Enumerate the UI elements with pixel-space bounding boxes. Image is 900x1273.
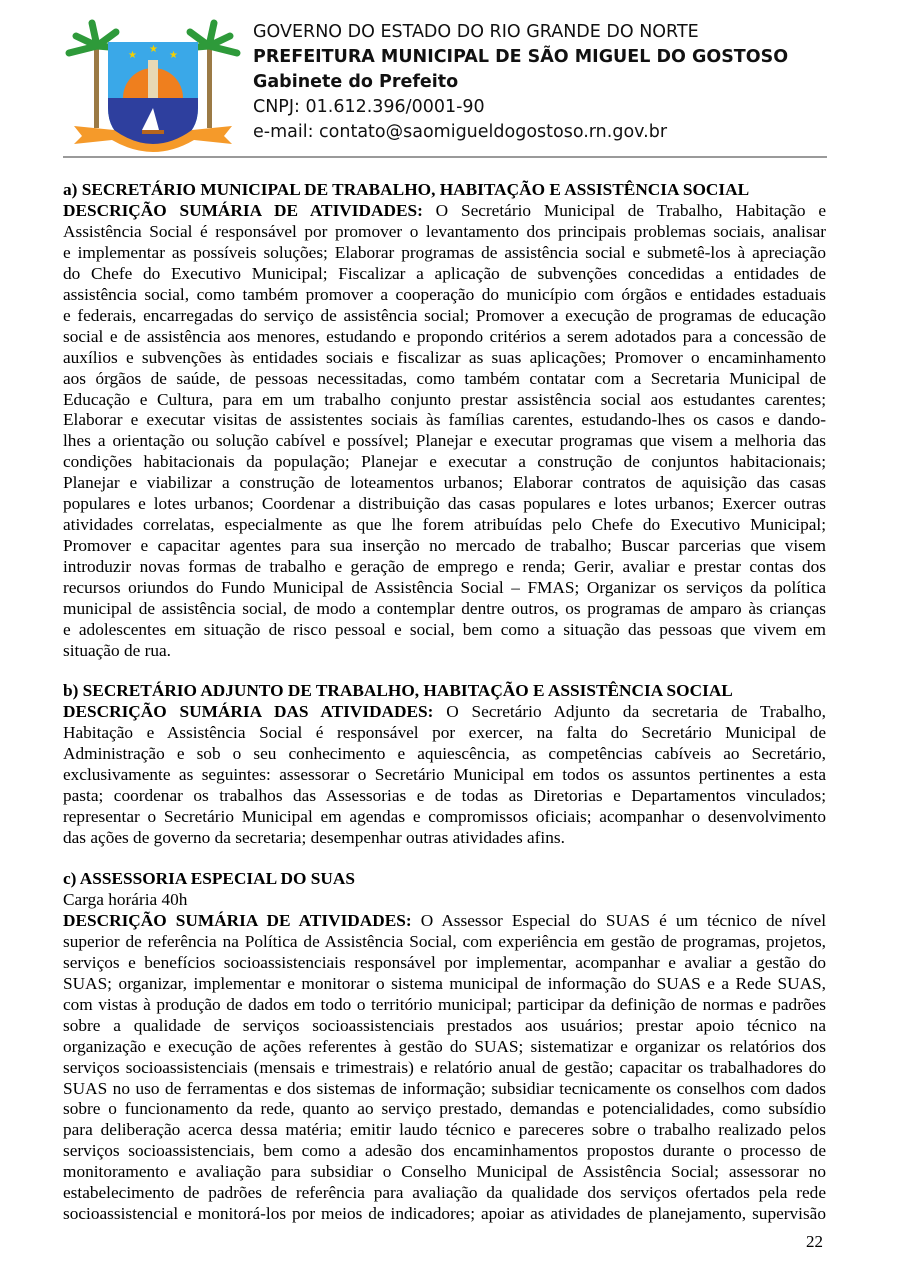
section-heading: a) SECRETÁRIO MUNICIPAL DE TRABALHO, HABITAÇÃO E ASSISTÊNCIA SOCIAL (63, 180, 750, 199)
paragraph-line: sobre o funcionamento da rede, quanto ao serviço prestado, demandas e potencialidades, como subsídio (63, 1099, 826, 1119)
paragraph-line: SUAS no uso de ferramentas e dos sistemas de informação; subsidiar tecnicamente os conselhos com dados (63, 1078, 826, 1098)
paragraph-line: e adolescentes em situação de risco pessoal e social, bem como a situação das pessoas que vivem em (63, 620, 826, 640)
paragraph-line: social e de assistência aos menores, estudando e propondo critérios a serem adotados para a concessão de (63, 326, 826, 346)
paragraph-line: sobre a qualidade de serviços socioassistenciais prestados aos usuários; prestar apoio técnico na (63, 1015, 826, 1035)
workload: Carga horária 40h (63, 889, 188, 909)
state-government: GOVERNO DO ESTADO DO RIO GRANDE DO NORTE (253, 22, 699, 42)
paragraph-line: municipal de assistência social, de modo a contemplar dentre outros, os programas de amparo às crianças (63, 599, 826, 619)
paragraph-line: pasta; coordenar os trabalhos das Assessorias e de todas as Diretorias e Departamentos vinculados; (63, 785, 826, 805)
svg-text:★: ★ (149, 44, 158, 55)
section-heading: c) ASSESSORIA ESPECIAL DO SUAS (63, 869, 355, 888)
paragraph-line: socioassistencial e monitorá-los por meios de indicadores; apoiar as atividades de planejamento, supervisão (63, 1204, 826, 1224)
paragraph-line: situação de rua. (63, 640, 171, 660)
paragraph-line: lhes a orientação ou solução cabível e possível; Planejar e executar programas que visem a melhoria das (63, 431, 826, 451)
paragraph-line: estabelecimento de padrões de referência para avaliação da qualidade dos serviços ofertados pela rede (63, 1183, 826, 1203)
paragraph-line: serviços socioassistenciais (mensais e trimestrais) e relatório anual de gestão; capacitar os trabalhadores do (63, 1057, 826, 1077)
paragraph-line (63, 911, 826, 932)
paragraph-line: Educação e Cultura, para em um trabalho conjunto prestar assistência social aos estudantes carentes; (63, 389, 826, 409)
paragraph-line (63, 702, 826, 723)
section-c (63, 869, 826, 1225)
header-divider (63, 156, 827, 158)
paragraph-line: Elaborar e executar visitas de assistentes sociais às famílias carentes, estudando-lhes os casos e dando- (63, 410, 826, 430)
paragraph-line: das ações de governo da secretaria; desempenhar outras atividades afins. (63, 827, 565, 847)
paragraph-line: atividades correlatas, especialmente as que lhe forem atribuídas pelo Chefe do Executivo Municipal; (63, 515, 826, 535)
email: e-mail: contato@saomigueldogostoso.rn.gov.br (253, 122, 668, 142)
paragraph-line: condições habitacionais da população; Planejar e executar a construção de conjuntos habitacionais; (63, 452, 826, 472)
paragraph-line: do Chefe do Executivo Municipal; Fiscalizar a aplicação de subvenções concedidas a entidades de (63, 263, 826, 283)
paragraph-line (63, 201, 826, 222)
paragraph-line: populares e lotes urbanos; Coordenar a distribuição das casas populares e lotes urbanos; Exercer outras (63, 494, 826, 514)
page-number: 22 (806, 1232, 823, 1251)
paragraph-line: superior de referência na Política de Assistência Social, com experiência em gestão de programas, projetos, (63, 931, 826, 951)
office-name: Gabinete do Prefeito (253, 72, 459, 92)
paragraph-line: auxílios e subvenções às entidades sociais e fiscalizar as suas aplicações; Promover o encaminhamento (63, 347, 826, 367)
description-label: DESCRIÇÃO SUMÁRIA DAS ATIVIDADES: (63, 701, 434, 721)
section-heading: b) SECRETÁRIO ADJUNTO DE TRABALHO, HABITAÇÃO E ASSISTÊNCIA SOCIAL (63, 681, 733, 700)
paragraph-line: e federais, encarregadas do serviço de assistência social; Promover a execução de programas de educação (63, 305, 826, 325)
municipal-coat-of-arms-logo (64, 18, 242, 158)
paragraph-line: Habitação e Assistência Social é responsável por exercer, na falta do Secretário Municipal de (63, 722, 826, 742)
paragraph-line: serviços e benefícios socioassistenciais responsável por implementar, acompanhar e avaliar a gestão do (63, 952, 826, 972)
paragraph-line: introduzir novas formas de trabalho e geração de emprego e renda; Gerir, avaliar e prestar contas dos (63, 557, 826, 577)
description-label: DESCRIÇÃO SUMÁRIA DE ATIVIDADES: (63, 200, 423, 220)
paragraph-text: O Secretário Adjunto da secretaria de Trabalho, (433, 701, 826, 721)
cnpj: CNPJ: 01.612.396/0001-90 (253, 97, 485, 117)
paragraph-line: e implementar as possíveis soluções; Elaborar programas de assistência social e submetê-los à apreciação (63, 242, 826, 262)
svg-text:★: ★ (169, 50, 178, 61)
paragraph-line: recursos oriundos do Fundo Municipal de Assistência Social – FMAS; Organizar os serviços da política (63, 578, 826, 598)
paragraph-line: com vistas à produção de dados em todo o território municipal; participar da definição de normas e padrões (63, 994, 826, 1014)
paragraph-line: assistência social, como também promover a cooperação do município com órgãos e entidades estaduais (63, 284, 826, 304)
paragraph-line: Promover e capacitar agentes para sua inserção no mercado de trabalho; Buscar parcerias que visem (63, 536, 826, 556)
paragraph-line: exclusivamente as seguintes: assessorar o Secretário Municipal em todos os assuntos pertinentes a esta (63, 764, 826, 784)
paragraph-line: serviços socioassistenciais, bem como a adesão dos encaminhamentos propostos durante o processo de (63, 1141, 826, 1161)
paragraph-text: O Assessor Especial do SUAS é um técnico de nível (411, 910, 826, 930)
paragraph-line: representar o Secretário Municipal em agendas e compromissos oficiais; acompanhar o desenvolvimento (63, 806, 826, 826)
paragraph-text: O Secretário Municipal de Trabalho, Habitação e (422, 200, 826, 220)
paragraph-line: Administração e sob o seu conhecimento e aquiescência, as competências cabíveis ao Secretário, (63, 743, 826, 763)
paragraph-line: monitoramento e avaliação para subsidiar o Conselho Municipal de Assistência Social; assessorar no (63, 1162, 826, 1182)
section-b (63, 681, 826, 849)
municipality-name: PREFEITURA MUNICIPAL DE SÃO MIGUEL DO GOSTOSO (253, 47, 789, 67)
section-a (63, 180, 826, 662)
paragraph-line: Planejar e viabilizar a construção de loteamentos urbanos; Elaborar contratos de aquisição das casas (63, 473, 826, 493)
paragraph-line: SUAS; organizar, implementar e monitorar o sistema municipal de informação do SUAS e a Rede SUAS, (63, 973, 826, 993)
paragraph-line: Assistência Social é responsável por promover o levantamento dos principais problemas sociais, analisar (63, 221, 826, 241)
svg-text:★: ★ (128, 50, 137, 61)
paragraph-line: para deliberação acerca dessa matéria; emitir laudo técnico e pareceres sobre o trabalho realizado pelos (63, 1120, 826, 1140)
description-label: DESCRIÇÃO SUMÁRIA DE ATIVIDADES: (63, 910, 412, 930)
paragraph-line: aos órgãos de saúde, de pessoas necessitadas, como também contatar com a Secretaria Municipal de (63, 368, 826, 388)
paragraph-line: organização e execução de ações referentes à gestão do SUAS; sistematizar e organizar os relatórios dos (63, 1036, 826, 1056)
letterhead (253, 20, 788, 145)
